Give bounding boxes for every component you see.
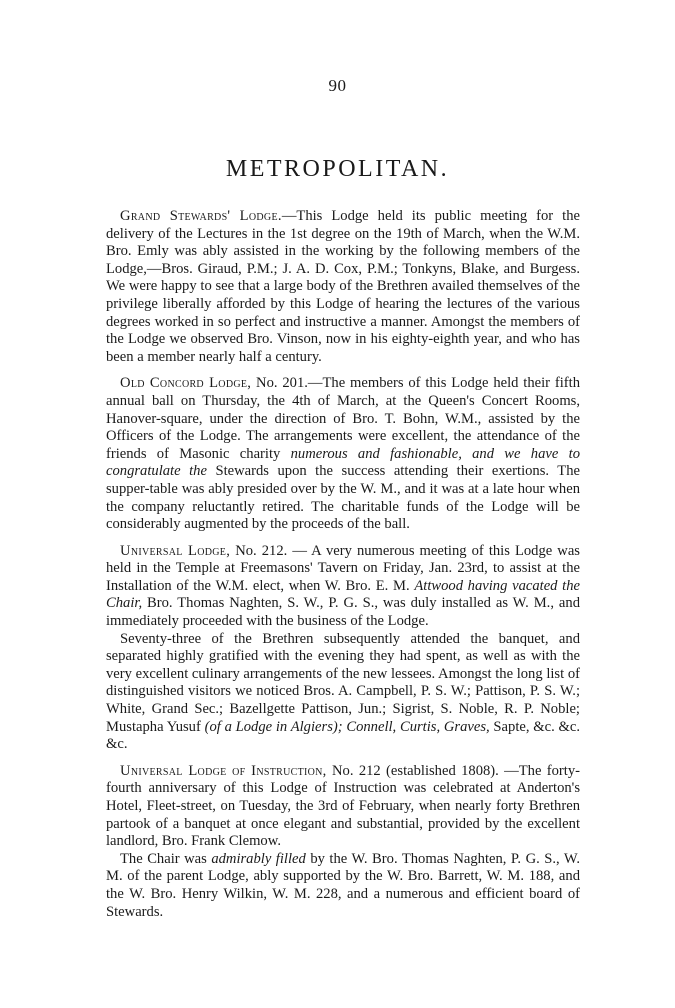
paragraph-text: No. 212 (established 1808). —The forty-fourth anniversary of this Lodge of Instruction was celebrated at Anderton's Hotel, Fleet-street, on Tuesday, the 3rd of February, when nearly forty Brethren partook of a banquet at once elegant and substantial, provided by the excellent landlord, Bro. Frank Clemow. [106, 762, 580, 850]
paragraph-instruction-chair [106, 851, 580, 921]
paragraph-text: No. 201.—The members of this Lodge held their fifth annual ball on Thursday, the 4th of March, at the Queen's Concert Rooms, Hanover-square, under the direction of Bro. T. Bohn, W.M., assisted by the Officers of the Lodge. The arrangements were excellent, the attendance of the friends of Masonic charity [106, 375, 581, 462]
paragraph-lead: Universal Lodge, [120, 542, 231, 559]
paragraph-italic-text: Attwood having vacated the Chair, [106, 577, 580, 612]
paragraph-lead: Universal Lodge of Instruction, [120, 762, 327, 779]
paragraph-universal-lodge-banquet [106, 631, 580, 754]
paragraph-text: The Chair was [120, 850, 212, 867]
paragraph-universal-lodge [106, 543, 580, 631]
paragraph-text: —This Lodge held its public meeting for the delivery of the Lectures in the 1st degree on the 19th of March, when the W.M. Bro. Emly was ably assisted in the working by the following members of the Lodge,—Bros. Giraud, P.M.; J. A. D. Cox, P.M.; Tonkyns, Blake, and Burgess. We were happy to see that a large body of the Brethren availed themselves of the privilege liberally afforded by this Lodge of hearing the lectures of the various degrees worked in so perfect and instructive a manner. Amongst the members of the Lodge we observed Bro. Vinson, now in his eighty-eighth year, and who has been a member nearly half a century. [106, 208, 580, 365]
paragraph-text: by the W. Bro. Thomas Naghten, P. G. S., W. M. of the parent Lodge, ably supported by the W. Bro. Barrett, W. M. 188, and the W. Bro. Henry Wilkin, W. M. 228, and a numerous and efficient board of Stewards. [106, 850, 580, 920]
section-title: METROPOLITAN. [225, 156, 450, 182]
paragraph-universal-lodge-of-instruction [106, 763, 580, 851]
paragraph-italic-text: (of a Lodge in Algiers); Connell, Curtis, Graves, [204, 718, 490, 735]
paragraph-text: Stewards upon the success attending their exertions. The supper-table was ably presided over by the W. M., and it was at a late hour when the company reluctantly retired. The charitable funds of the Lodge will be considerably augmented by the proceeds of the ball. [106, 463, 580, 533]
paragraph-old-concord-lodge [106, 375, 580, 533]
page-number: 90 [328, 76, 347, 95]
paragraph-italic-text: admirably filled [211, 850, 306, 867]
paragraph-text: No. 212. — A very numerous meeting of this Lodge was held in the Temple at Freemasons' Tavern on Friday, Jan. 23rd, to assist at the Installation of the W.M. elect, when W. Bro. E. M. [106, 542, 580, 594]
paragraph-italic-text: numerous and fashionable, and we have to congratulate the [106, 445, 580, 480]
paragraph-lead: Old Concord Lodge, [120, 375, 252, 392]
paragraph-text: Sapte, &c. &c. &c. [106, 718, 580, 753]
article-body [106, 208, 580, 921]
paragraph-text: Bro. Thomas Naghten, S. W., P. G. S., was duly installed as W. M., and immediately proceeded with the business of the Lodge. [106, 595, 580, 630]
paragraph-text: Seventy-three of the Brethren subsequently attended the banquet, and separated highly gratified with the evening they had spent, as well as with the very excellent culinary arrangements of the new lessees. Amongst the long list of distinguished visitors we noticed Bros. A. Campbell, P. S. W.; Pattison, P. S. W.; White, Grand Sec.; Bazellgette Pattison, Jun.; Sigrist, S. Noble, R. P. Noble; Mustapha Yusuf [106, 630, 580, 735]
paragraph-grand-stewards-lodge [106, 208, 580, 366]
paragraph-lead: Grand Stewards' Lodge. [120, 208, 282, 224]
